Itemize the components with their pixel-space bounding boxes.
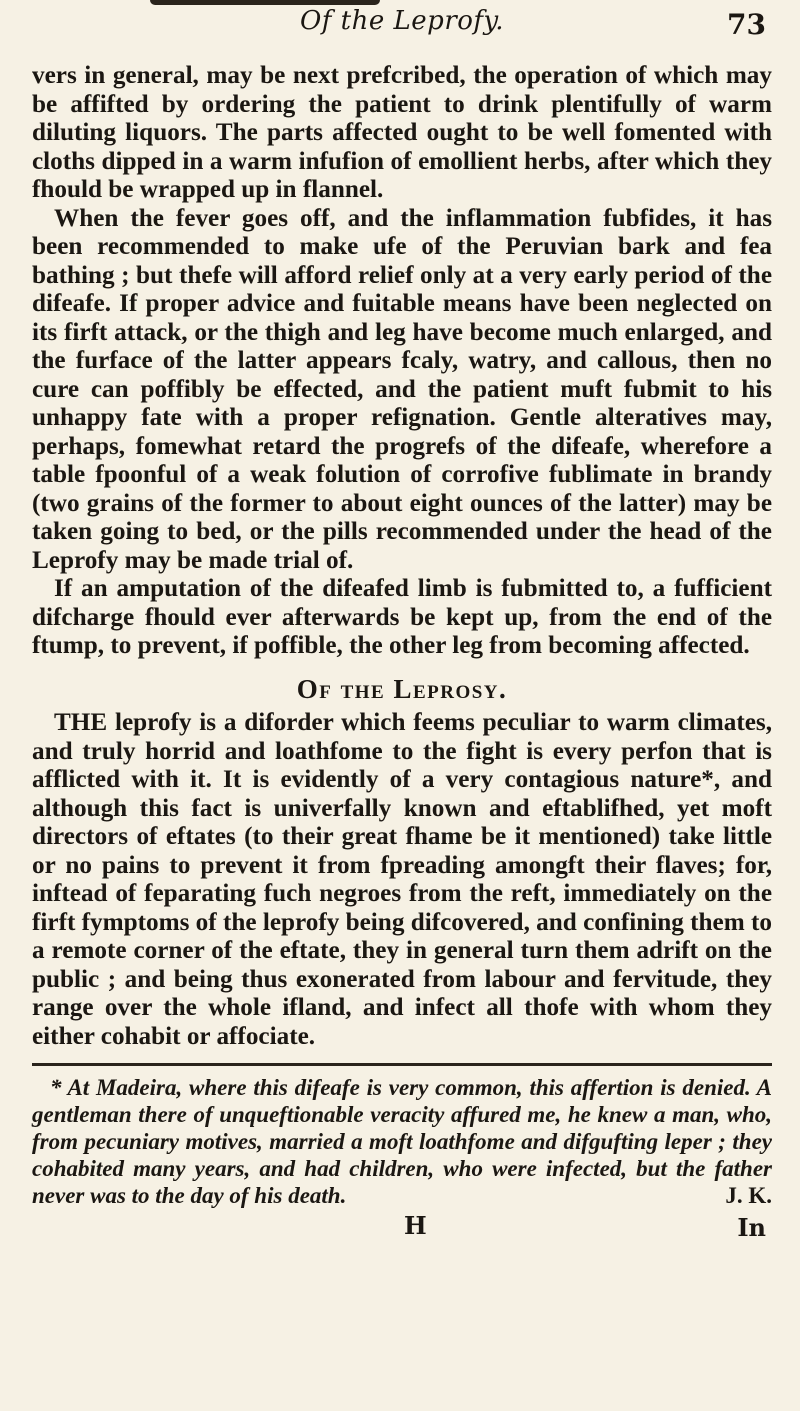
footnote [32, 1074, 772, 1209]
page-number: 73 [727, 8, 766, 41]
paragraph-continued: vers in general, may be next prefcribed, the operation of which may be affifted by ordering the patient to drink plentifully of warm diluting liquors. The parts affected ought to be well fomented with cloths dipped in a warm infufion of emollient herbs, after which they fhould be wrapped up in flannel. [32, 62, 772, 203]
page-foot [32, 1211, 772, 1251]
catchword: In [737, 1213, 766, 1242]
main-text [32, 62, 772, 1051]
running-head-title: Of the Leprofy. [299, 6, 505, 36]
footnote-text: * At Madeira, where this difeafe is very common, this affertion is denied. A gentleman there of unqueftionable veracity affured me, he knew a man, who, from pecuniary motives, married a moft loathfome and difgufting leper ; they cohabited many years, and had children, who were infected, but the father never was to the day of his death. [32, 1075, 772, 1208]
running-head [32, 0, 772, 62]
footnote-signature: J. K. [725, 1183, 772, 1208]
section-heading: Of the Leprosy. [296, 673, 508, 704]
footnote-rule [32, 1063, 772, 1066]
signature-mark: H [404, 1211, 427, 1240]
paragraph-fever: When the fever goes off, and the inflammation fubfides, it has been recommended to make ufe of the Peruvian bark and fea bathing ; but thefe will afford relief only at a very early period of the difeafe. If proper advice and fuitable means have been neglected on its firft attack, or the thigh and leg have become much enlarged, and the furface of the latter appears fcaly, watry, and callous, then no cure can poffibly be effected, and the patient muft fubmit to his unhappy fate with a proper refignation. Gentle alteratives may, perhaps, fomewhat retard the progrefs of the difeafe, wherefore a table fpoonful of a weak folution of corrofive fublimate in brandy (two grains of the former to about eight ounces of the latter) may be taken going to bed, or the pills recommended under the head of the Leprofy may be made trial of. [32, 204, 772, 574]
paragraph-leprosy: THE leprofy is a diforder which feems peculiar to warm climates, and truly horrid and loathfome to the fight is every perfon that is afflicted with it. It is evidently of a very contagious nature*, and although this fact is univerfally known and eftablifhed, yet moft directors of eftates (to their great fhame be it mentioned) take little or no pains to prevent it from fpreading amongft their flaves; for, inftead of feparating fuch negroes from the reft, immediately on the firft fymptoms of the leprofy being difcovered, and confining them to a remote corner of the eftate, they in general turn them adrift on the public ; and being thus exonerated from labour and fervitude, they range over the whole ifland, and infect all thofe with whom they either cohabit or affociate. [32, 709, 772, 1050]
paragraph-amputation: If an amputation of the difeafed limb is fubmitted to, a fufficient difcharge fhould ever afterwards be kept up, from the end of the ftump, to prevent, if poffible, the other leg from becoming affected. [32, 575, 772, 659]
